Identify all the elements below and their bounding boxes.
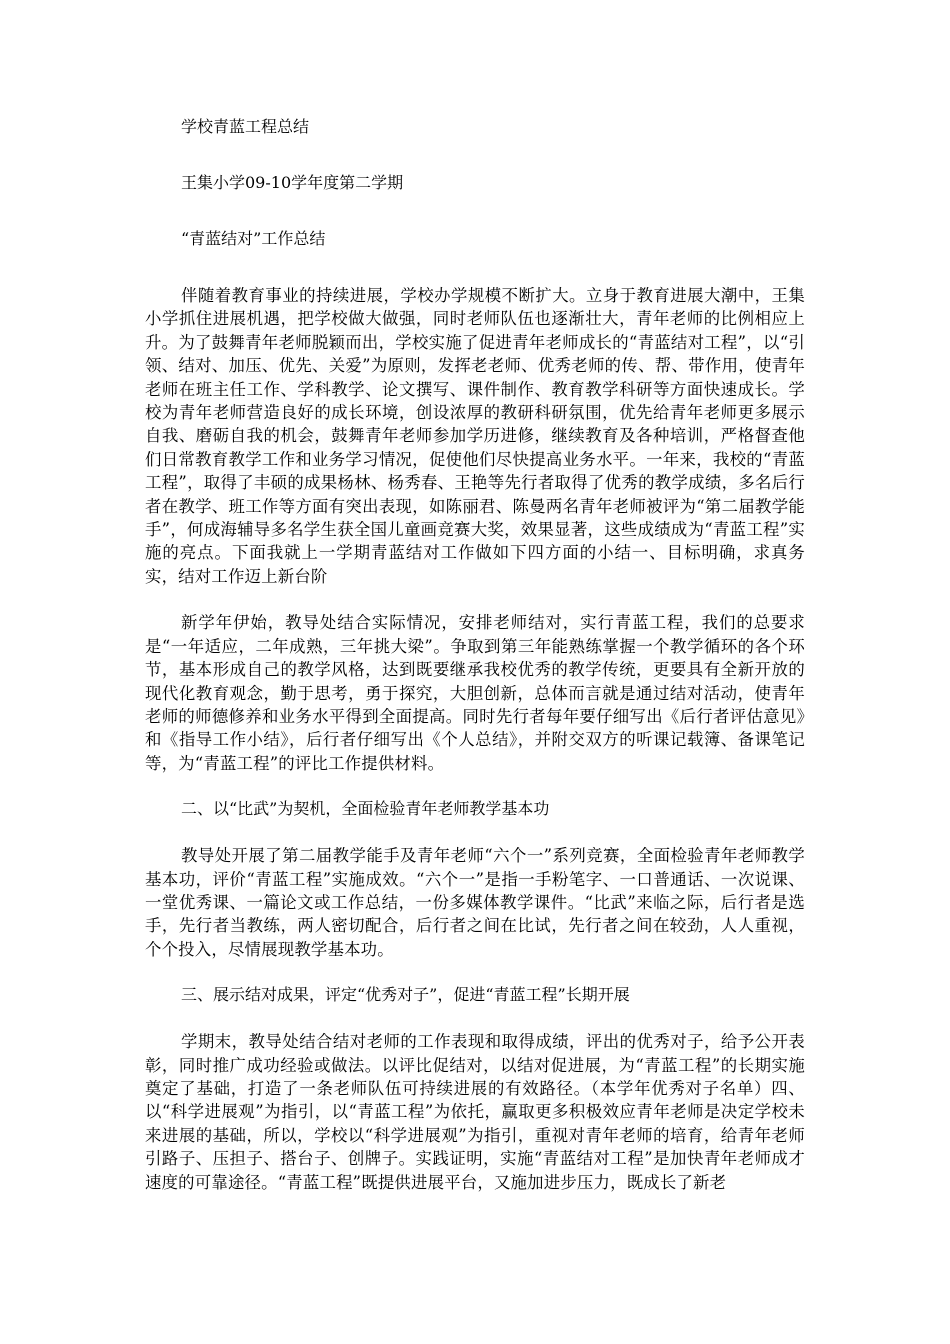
section-3-title: 三、展示结对成果，评定“优秀对子”，促进“青蓝工程”长期开展 — [181, 985, 630, 1005]
paragraph-section-1: 新学年伊始，教导处结合实际情况，安排老师结对，实行青蓝工程，我们的总要求是“一年适应，二年成熟，三年挑大梁”。争取到第三年能熟练掌握一个教学循环的各个环节，基本形成自己的教学风格，达到既要继承我校优秀的教学传统，更要具有全新开放的现代化教育观念，勤于思考，勇于探究，大胆创新，总体而言就是通过结对活动，使青年老师的师德修养和业务水平得到全面提高。同时先行者每年要仔细写出《后行者评估意见》和《指导工作小结》，后行者仔细写出《个人总结》，并附交双方的听课记载簿、备课笔记等，为“青蓝工程”的评比工作提供材料。 — [145, 613, 805, 773]
document-title: 学校青蓝工程总结 — [181, 117, 310, 136]
paragraph-section-2: 教导处开展了第二届教学能手及青年老师“六个一”系列竞赛，全面检验青年老师教学基本功，评价“青蓝工程”实施成效。“六个一”是指一手粉笔字、一口普通话、一次说课、一堂优秀课、一篇论文或工作总结，一份多媒体教学课件。“比武”来临之际，后行者是选手，先行者当教练，两人密切配合，后行者之间在比试，先行者之间在较劲，人人重视，个个投入，尽情展现教学基本功。 — [145, 846, 805, 959]
document-page — [145, 116, 805, 1217]
section-2-title: 二、以“比武”为契机，全面检验青年老师教学基本功 — [181, 799, 550, 819]
paragraph-intro: 伴随着教育事业的持续进展，学校办学规模不断扩大。立身于教育进展大潮中，王集小学抓住进展机遇，把学校做大做强，同时老师队伍也逐渐壮大，青年老师的比例相应上升。为了鼓舞青年老师脱颖而出，学校实施了促进青年老师成长的“青蓝结对工程”，以“引领、结对、加压、优先、关爱”为原则，发挥老老师、优秀老师的传、帮、带作用，使青年老师在班主任工作、学科教学、论文撰写、课件制作、教育教学科研等方面快速成长。学校为青年老师营造良好的成长环境，创设浓厚的教研科研氛围，优先给青年老师更多展示自我、磨砺自我的机会，鼓舞青年老师参加学历进修，继续教育及各种培训，严格督查他们日常教育教学工作和业务学习情况，促使他们尽快提高业务水平。一年来，我校的“青蓝工程”，取得了丰硕的成果杨林、杨秀春、王艳等先行者取得了优秀的教学成绩，多名后行者在教学、班工作等方面有突出表现，如陈丽君、陈曼两名青年老师被评为“第二届教学能手”，何成海辅导多名学生获全国儿童画竞赛大奖，效果显著，这些成绩成为“青蓝工程”实施的亮点。下面我就上一学期青蓝结对工作做如下四方面的小结一、目标明确，求真务实，结对工作迈上新台阶 — [145, 286, 805, 586]
document-subtitle: 王集小学09-10学年度第二学期 — [181, 173, 404, 192]
document-subtitle-2: “青蓝结对”工作总结 — [181, 229, 326, 248]
paragraph-section-3: 学期末，教导处结合结对老师的工作表现和取得成绩，评出的优秀对子，给予公开表彰，同时推广成功经验或做法。以评比促结对，以结对促进展，为“青蓝工程”的长期实施奠定了基础，打造了一条老师队伍可持续进展的有效路径。（本学年优秀对子名单）四、以“科学进展观”为指引，以“青蓝工程”为依托，赢取更多积极效应青年老师是决定学校未来进展的基础，所以，学校以“科学进展观”为指引，重视对青年老师的培育，给青年老师引路子、压担子、搭台子、创牌子。实践证明，实施“青蓝结对工程”是加快青年老师成才速度的可靠途径。“青蓝工程”既提供进展平台，又施加进步压力，既成长了新老 — [145, 1032, 805, 1192]
